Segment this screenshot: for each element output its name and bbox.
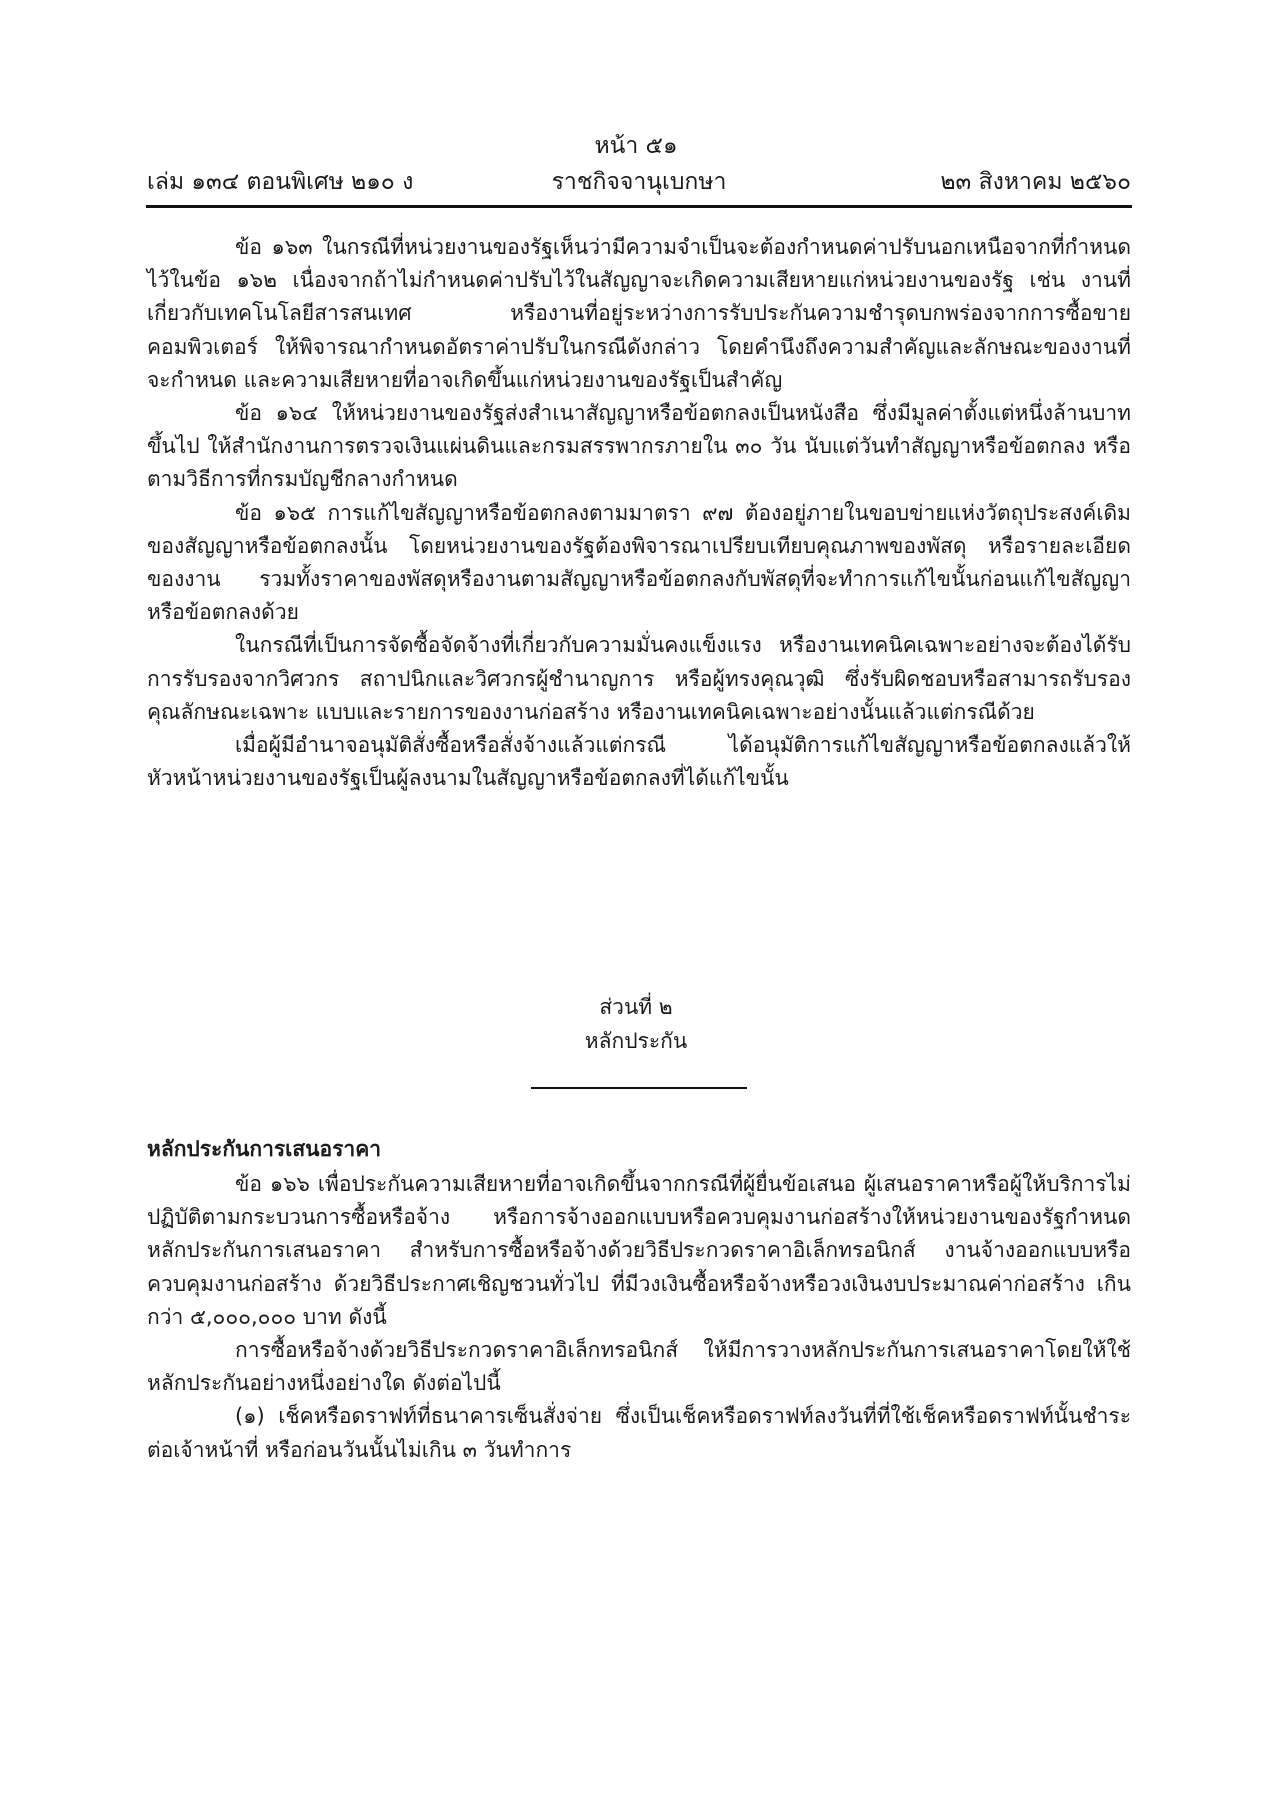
section-divider <box>531 1087 747 1089</box>
body-text-bottom <box>147 1168 1131 1467</box>
paragraph-clause-165-approval: เมื่อผู้มีอำนาจอนุมัติสั่งซื้อหรือสั่งจ้างแล้วแต่กรณี ได้อนุมัติการแก้ไขสัญญาหรือข้อตกลงแล้วให้หัวหน้าหน่วยงานของรัฐเป็นผู้ลงนามในสัญญาหรือข้อตกลงที่ได้แก้ไขนั้น <box>147 733 1131 791</box>
publication-date: ๒๓ สิงหาคม ๒๕๖๐ <box>940 169 1131 195</box>
header-divider <box>146 205 1132 208</box>
running-header <box>147 167 1131 199</box>
paragraph-clause-163: ข้อ ๑๖๓ ในกรณีที่หน่วยงานของรัฐเห็นว่ามีความจำเป็นจะต้องกำหนดค่าปรับนอกเหนือจากที่กำหนดไว้ในข้อ ๑๖๒ เนื่องจากถ้าไม่กำหนดค่าปรับไว้ในสัญญาจะเกิดความเสียหายแก่หน่วยงานของรัฐ เช่น งานที่เกี่ยวกับเทคโนโลยีสารสนเทศ หรืองานที่อยู่ระหว่างการรับประกันความชำรุดบกพร่องจากการซื้อขายคอมพิวเตอร์ ให้พิจารณากำหนดอัตราค่าปรับในกรณีดังกล่าว โดยคำนึงถึงความสำคัญและลักษณะของงานที่จะกำหนด และความเสียหายที่อาจเกิดขึ้นแก่หน่วยงานของรัฐเป็นสำคัญ <box>147 235 1131 392</box>
publication-title: ราชกิจจานุเบกษา <box>551 169 727 195</box>
paragraph-clause-165: ข้อ ๑๖๕ การแก้ไขสัญญาหรือข้อตกลงตามมาตรา ๙๗ ต้องอยู่ภายในขอบข่ายแห่งวัตถุประสงค์เดิมของสัญญาหรือข้อตกลงนั้น โดยหน่วยงานของรัฐต้องพิจารณาเปรียบเทียบคุณภาพของพัสดุ หรือรายละเอียดของงาน รวมทั้งราคาของพัสดุหรืองานตามสัญญาหรือข้อตกลงกับพัสดุที่จะทำการแก้ไขนั้นก่อนแก้ไขสัญญาหรือข้อตกลงด้วย <box>147 500 1131 625</box>
section-number: ส่วนที่ ๒ <box>599 995 673 1019</box>
paragraph-item-1: (๑) เช็คหรือดราฟท์ที่ธนาคารเซ็นสั่งจ่าย ซึ่งเป็นเช็คหรือดราฟท์ลงวันที่ที่ใช้เช็คหรือดราฟท์นั้นชำระต่อเจ้าหน้าที่ หรือก่อนวันนั้นไม่เกิน ๓ วันทำการ <box>147 1404 1131 1462</box>
section-heading <box>0 990 1272 1058</box>
paragraph-e-bidding: การซื้อหรือจ้างด้วยวิธีประกวดราคาอิเล็กทรอนิกส์ ให้มีการวางหลักประกันการเสนอราคาโดยให้ใช้หลักประกันอย่างหนึ่งอย่างใด ดังต่อไปนี้ <box>147 1338 1131 1396</box>
volume-issue: เล่ม ๑๓๔ ตอนพิเศษ ๒๑๐ ง <box>147 169 414 195</box>
paragraph-clause-164: ข้อ ๑๖๔ ให้หน่วยงานของรัฐส่งสำเนาสัญญาหรือข้อตกลงเป็นหนังสือ ซึ่งมีมูลค่าตั้งแต่หนึ่งล้านบาทขึ้นไป ให้สำนักงานการตรวจเงินแผ่นดินและกรมสรรพากรภายใน ๓๐ วัน นับแต่วันทำสัญญาหรือข้อตกลง หรือตามวิธีการที่กรมบัญชีกลางกำหนด <box>147 401 1131 492</box>
paragraph-clause-165-security: ในกรณีที่เป็นการจัดซื้อจัดจ้างที่เกี่ยวกับความมั่นคงแข็งแรง หรืองานเทคนิคเฉพาะอย่างจะต้องได้รับการรับรองจากวิศวกร สถาปนิกและวิศวกรผู้ชำนาญการ หรือผู้ทรงคุณวุฒิ ซึ่งรับผิดชอบหรือสามารถรับรอง คุณลักษณะเฉพาะ แบบและรายการของงานก่อสร้าง หรืองานเทคนิคเฉพาะอย่างนั้นแล้วแต่กรณีด้วย <box>147 633 1131 724</box>
subheading-bid-security: หลักประกันการเสนอราคา <box>147 1137 382 1161</box>
page-number: หน้า ๕๑ <box>594 133 678 159</box>
section-title: หลักประกัน <box>584 1029 688 1053</box>
paragraph-clause-166: ข้อ ๑๖๖ เพื่อประกันความเสียหายที่อาจเกิดขึ้นจากกรณีที่ผู้ยื่นข้อเสนอ ผู้เสนอราคาหรือผู้ให้บริการไม่ปฏิบัติตามกระบวนการซื้อหรือจ้าง หรือการจ้างออกแบบหรือควบคุมงานก่อสร้างให้หน่วยงานของรัฐกำหนดหลักประกันการเสนอราคา สำหรับการซื้อหรือจ้างด้วยวิธีประกวดราคาอิเล็กทรอนิกส์ งานจ้างออกแบบหรือควบคุมงานก่อสร้าง ด้วยวิธีประกาศเชิญชวนทั่วไป ที่มีวงเงินซื้อหรือจ้างหรือวงเงินงบประมาณค่าก่อสร้าง เกินกว่า ๕,๐๐๐,๐๐๐ บาท ดังนี้ <box>147 1172 1131 1329</box>
body-text-top <box>147 231 1131 795</box>
